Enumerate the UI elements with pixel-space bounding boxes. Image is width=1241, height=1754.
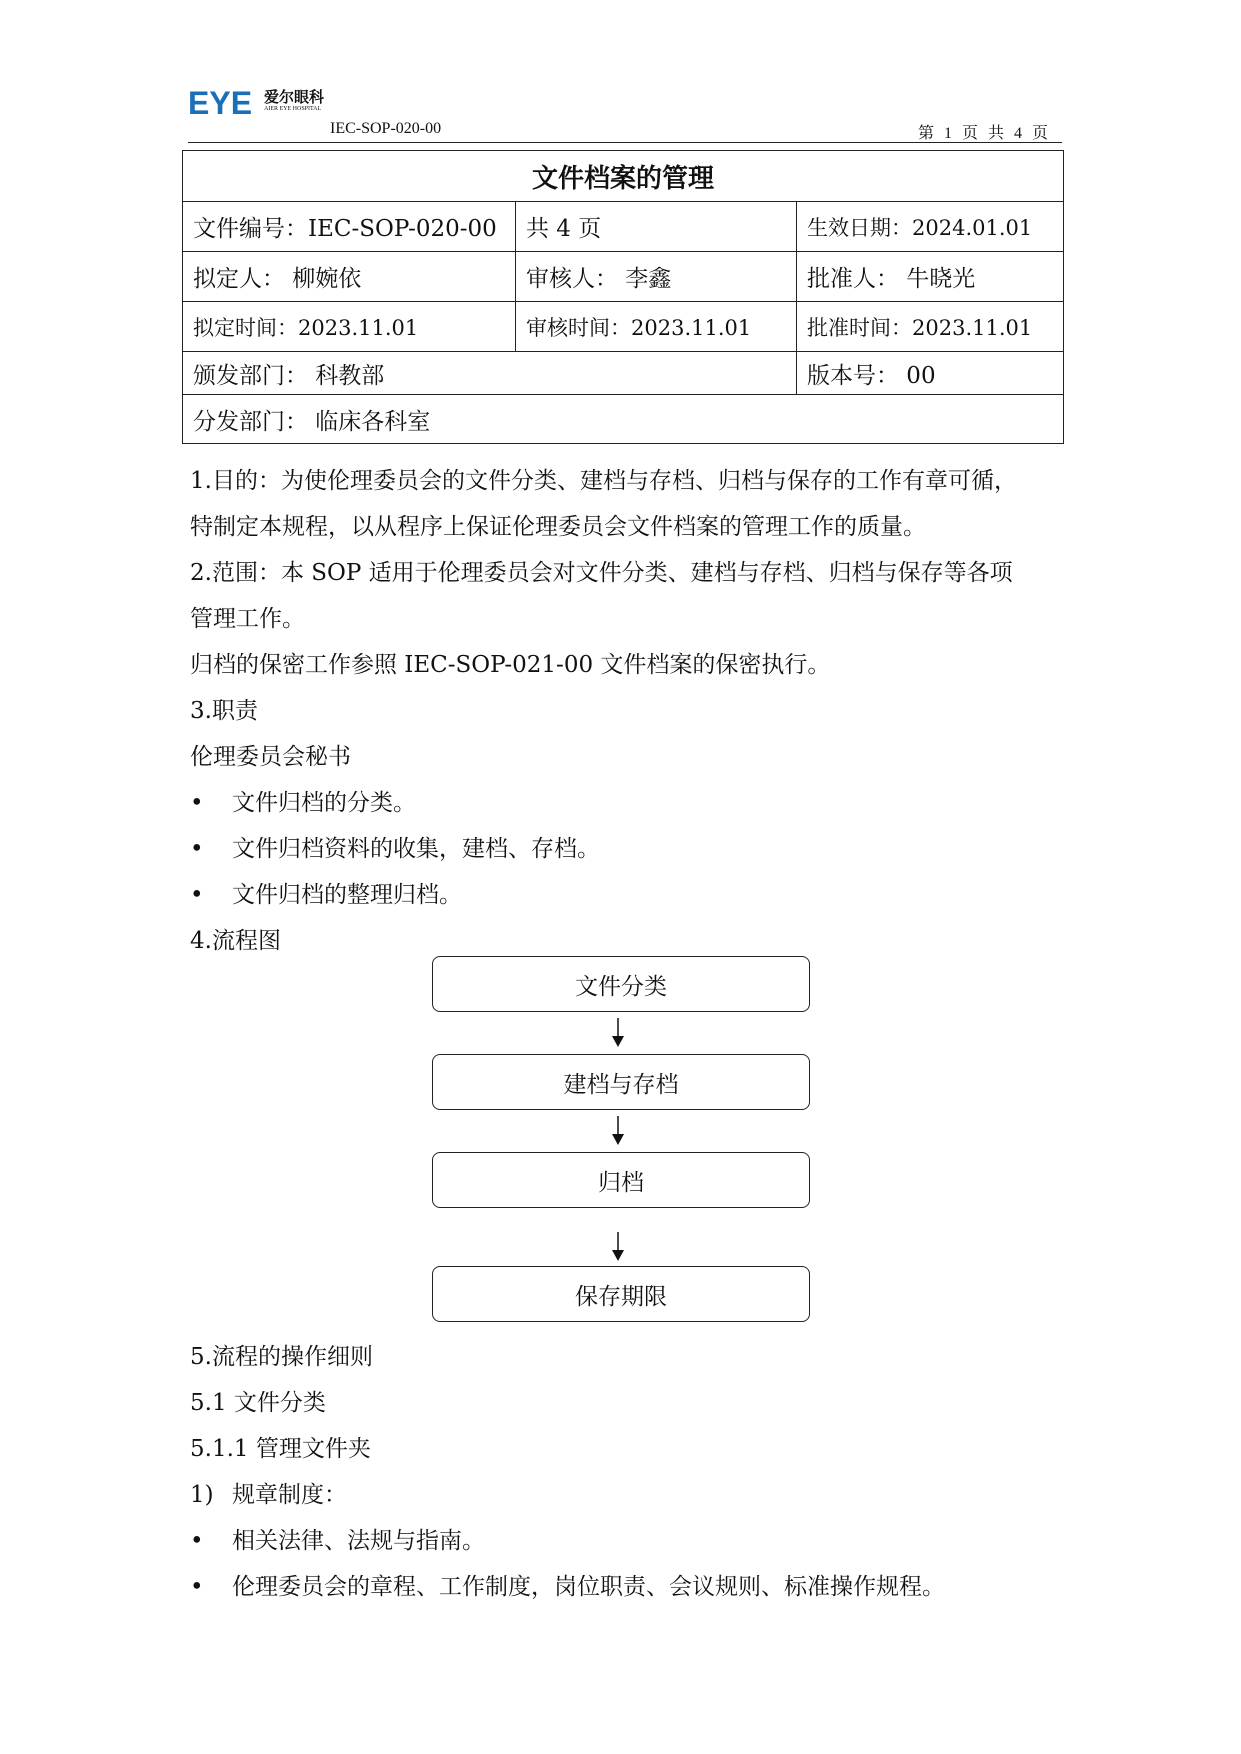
flow-step-classify: 文件分类: [432, 956, 810, 1012]
logo-cn-text: 爱尔眼科: [264, 88, 325, 106]
logo-en-text: AIER EYE HOSPITAL: [264, 106, 322, 112]
bullet-icon: •: [190, 836, 204, 862]
approve-time-cell: 批准时间：2023.11.01: [797, 302, 1064, 352]
arrow-down-icon: [611, 1116, 625, 1146]
header-rule: [188, 142, 1062, 143]
section-5-heading: 5.流程的操作细则: [190, 1344, 373, 1370]
reviewer-cell: 审核人： 李鑫: [516, 252, 797, 302]
arrow-down-icon: [611, 1232, 625, 1262]
effective-date-cell: 生效日期：2024.01.01: [797, 202, 1064, 252]
duty-item: [190, 830, 600, 863]
flow-step-archive: 归档: [432, 1152, 810, 1208]
issuing-dept-cell: 颁发部门： 科教部: [183, 352, 797, 395]
bullet-icon: •: [190, 882, 204, 908]
flow-step-build-store: 建档与存档: [432, 1054, 810, 1110]
draft-time-cell: 拟定时间：2023.11.01: [183, 302, 516, 352]
duty-text: 文件归档的整理归档。: [232, 882, 462, 908]
purpose-line-2: 特制定本规程，以从程序上保证伦理委员会文件档案的管理工作的质量。: [190, 514, 926, 540]
bullet-icon: •: [190, 1574, 204, 1600]
arrow-down-icon: [611, 1018, 625, 1048]
role-label: 伦理委员会秘书: [190, 744, 351, 770]
item-text: 规章制度：: [232, 1482, 347, 1508]
bullet-icon: •: [190, 790, 204, 816]
header-page-info: 第 1 页 共 4 页: [918, 125, 1052, 142]
svg-text:EYE: EYE: [188, 86, 253, 121]
drafter-cell: 拟定人： 柳婉依: [183, 252, 516, 302]
item-number: 1): [190, 1482, 214, 1508]
header-doc-number: IEC-SOP-020-00: [330, 120, 442, 137]
section-4-heading: 4.流程图: [190, 928, 281, 954]
section-3-heading: 3.职责: [190, 698, 258, 724]
duty-text: 文件归档的分类。: [232, 790, 416, 816]
regulation-text: 相关法律、法规与指南。: [232, 1528, 485, 1554]
bullet-icon: •: [190, 1528, 204, 1554]
regulation-item: [190, 1522, 485, 1555]
duty-item: [190, 876, 462, 909]
review-time-cell: 审核时间：2023.11.01: [516, 302, 797, 352]
purpose-line-1: 1.目的：为使伦理委员会的文件分类、建档与存档、归档与保存的工作有章可循，: [190, 468, 1017, 494]
flow-step-retention: 保存期限: [432, 1266, 810, 1322]
regulation-text: 伦理委员会的章程、工作制度，岗位职责、会议规则、标准操作规程。: [232, 1574, 945, 1600]
scope-line-2: 管理工作。: [190, 606, 305, 632]
regulation-item: [190, 1568, 945, 1601]
document-title: 文件档案的管理: [183, 151, 1064, 202]
scope-line-1: 2.范围：本 SOP 适用于伦理委员会对文件分类、建档与存档、归档与保存等各项: [190, 560, 1013, 586]
document-info-table: [182, 150, 1064, 444]
section-5-1-heading: 5.1 文件分类: [190, 1390, 326, 1416]
scope-line-3: 归档的保密工作参照 IEC-SOP-021-00 文件档案的保密执行。: [190, 652, 831, 678]
section-5-1-1-heading: 5.1.1 管理文件夹: [190, 1436, 371, 1462]
version-cell: 版本号： 00: [797, 352, 1064, 395]
duty-text: 文件归档资料的收集，建档、存档。: [232, 836, 600, 862]
approver-cell: 批准人： 牛晓光: [797, 252, 1064, 302]
duty-item: [190, 784, 416, 817]
numbered-item: [190, 1476, 347, 1509]
file-number-cell: 文件编号：IEC-SOP-020-00: [183, 202, 516, 252]
total-pages-cell: 共 4 页: [516, 202, 797, 252]
distribution-dept-cell: 分发部门： 临床各科室: [183, 395, 1064, 444]
